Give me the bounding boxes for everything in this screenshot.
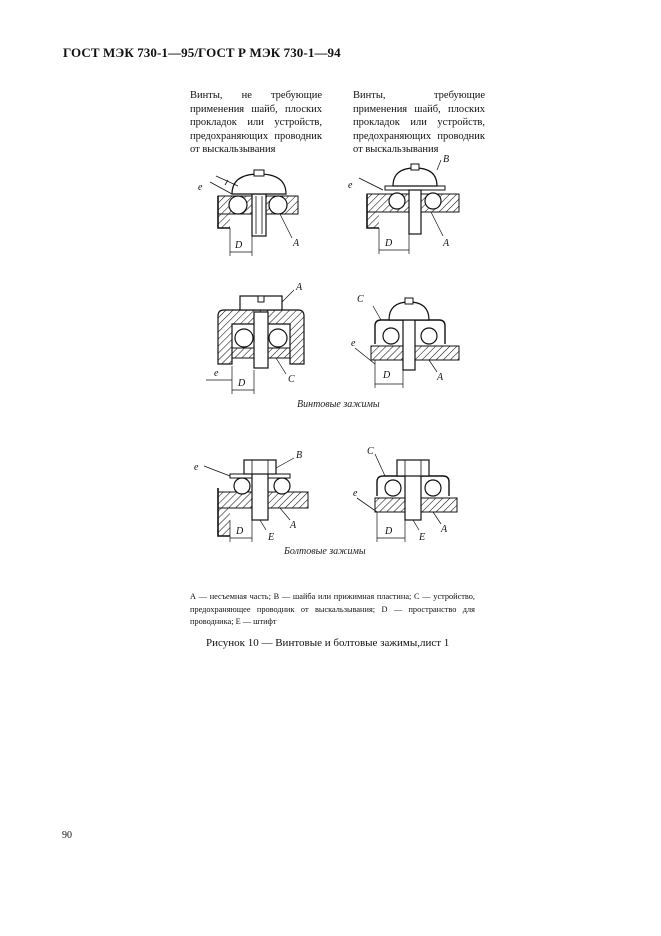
label-c: C xyxy=(367,446,374,457)
right-column-heading: Винты, требующие применения шайб, плоских прокладок или устройств, предохраняющих проводник от выскальзывания xyxy=(353,90,485,155)
caption-bolt-clamps: Болтовые зажимы xyxy=(284,546,366,557)
figure-title: Рисунок 10 — Винтовые и болтовые зажимы,лист 1 xyxy=(206,637,450,649)
label-d: D xyxy=(235,240,243,251)
label-c: C xyxy=(357,294,364,305)
figure-bolt-washer xyxy=(190,440,340,545)
label-a: A xyxy=(441,524,448,535)
label-e-pin: E xyxy=(268,532,275,543)
caption-screw-clamps: Винтовые зажимы xyxy=(297,399,380,410)
label-a: A xyxy=(293,238,300,249)
label-d: D xyxy=(238,378,246,389)
label-d: D xyxy=(385,238,393,249)
page-number: 90 xyxy=(62,830,72,841)
label-e: e xyxy=(198,182,203,193)
label-e-pin: E xyxy=(419,532,426,543)
label-b: B xyxy=(443,154,450,165)
label-a: A xyxy=(296,282,303,293)
label-d: D xyxy=(383,370,391,381)
label-a: A xyxy=(443,238,450,249)
label-d: D xyxy=(236,526,244,537)
label-d: D xyxy=(385,526,393,537)
figure-legend: А — несъемная часть; В — шайба или прижимная пластина; С — устройство, предохраняющее проводник от выскальзывания; D — пространство для проводника; Е — штифт xyxy=(190,592,475,626)
figure-screw-saddle xyxy=(190,282,340,402)
label-e: e xyxy=(351,338,356,349)
label-e: e xyxy=(348,180,353,191)
left-column-heading: Винты, не требующие применения шайб, плоских прокладок или устройств, предохраняющих проводник от выскальзывания xyxy=(190,90,322,155)
label-e: e xyxy=(214,368,219,379)
figure-bolt-retainer xyxy=(345,440,495,545)
figure-screw-with-washer xyxy=(345,150,495,265)
label-c: C xyxy=(288,374,295,385)
label-a: A xyxy=(290,520,297,531)
figure-screw-retainer xyxy=(345,288,495,398)
label-e: e xyxy=(353,488,358,499)
label-b: B xyxy=(296,450,303,461)
label-e: e xyxy=(194,462,199,473)
figure-screw-no-washer xyxy=(190,160,340,265)
label-a: A xyxy=(437,372,444,383)
document-header: ГОСТ МЭК 730-1—95/ГОСТ Р МЭК 730-1—94 xyxy=(63,45,341,60)
